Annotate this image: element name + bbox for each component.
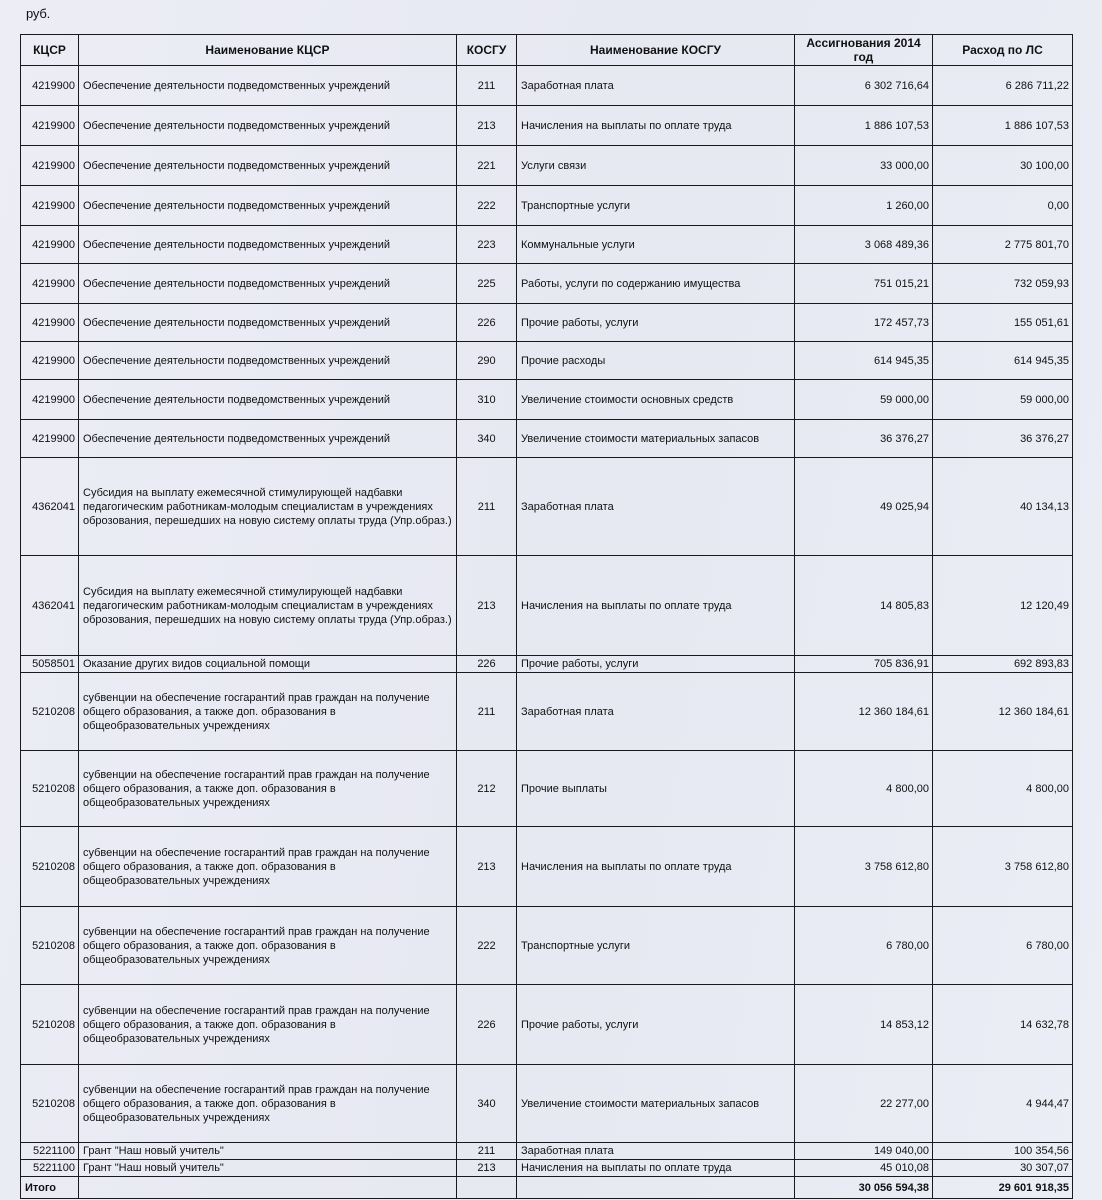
cell-kosgu-name: Транспортные услуги [517, 186, 795, 226]
table-row [21, 556, 1073, 656]
cell-kosgu-name: Увеличение стоимости материальных запасов [517, 1065, 795, 1143]
cell-expense: 36 376,27 [933, 420, 1073, 458]
table-row [21, 304, 1073, 342]
table-row [21, 656, 1073, 673]
cell-kcsr-name: Обеспечение деятельности подведомственных учреждений [79, 66, 457, 106]
cell-kcsr-name: Обеспечение деятельности подведомственных учреждений [79, 420, 457, 458]
cell-kcsr-name: Обеспечение деятельности подведомственных учреждений [79, 106, 457, 146]
header-row [21, 35, 1073, 66]
cell-expense: 692 893,83 [933, 656, 1073, 673]
cell-allocations: 12 360 184,61 [795, 673, 933, 751]
cell-kcsr-name: Обеспечение деятельности подведомственных учреждений [79, 186, 457, 226]
cell-kcsr-name: субвенции на обеспечение госгарантий прав граждан на получение общего образования, а также доп. образования в общеобразовательных учреждениях [79, 673, 457, 751]
cell-kosgu: 223 [457, 226, 517, 264]
cell-kosgu-name: Начисления на выплаты по оплате труда [517, 827, 795, 907]
cell-kcsr-name: субвенции на обеспечение госгарантий прав граждан на получение общего образования, а также доп. образования в общеобразовательных учреждениях [79, 1065, 457, 1143]
cell-kcsr-name: Субсидия на выплату ежемесячной стимулирующей надбавки педагогическим работникам-молодым специалистам в учреждениях оброзования, перешедших на новую систему оплаты труда (Упр.образ.) [79, 458, 457, 556]
cell-kosgu-name: Заработная плата [517, 673, 795, 751]
total-empty-cell [457, 1177, 517, 1199]
cell-expense: 30 100,00 [933, 146, 1073, 186]
cell-kcsr-name: Субсидия на выплату ежемесячной стимулирующей надбавки педагогическим работникам-молодым специалистам в учреждениях оброзования, перешедших на новую систему оплаты труда (Упр.образ.) [79, 556, 457, 656]
cell-expense: 732 059,93 [933, 264, 1073, 304]
header-kcsr: КЦСР [21, 35, 79, 66]
cell-kosgu-name: Заработная плата [517, 66, 795, 106]
cell-kcsr-name: Оказание других видов социальной помощи [79, 656, 457, 673]
table-row [21, 226, 1073, 264]
cell-allocations: 14 853,12 [795, 985, 933, 1065]
cell-allocations: 614 945,35 [795, 342, 933, 380]
total-label: Итого [21, 1177, 79, 1199]
table-row [21, 1065, 1073, 1143]
cell-kcsr: 5058501 [21, 656, 79, 673]
cell-kosgu-name: Прочие работы, услуги [517, 656, 795, 673]
cell-kosgu: 212 [457, 751, 517, 827]
cell-kcsr: 4219900 [21, 66, 79, 106]
cell-expense: 2 775 801,70 [933, 226, 1073, 264]
table-body [21, 66, 1073, 1177]
cell-allocations: 1 886 107,53 [795, 106, 933, 146]
cell-allocations: 49 025,94 [795, 458, 933, 556]
currency-unit-label: руб. [26, 6, 50, 21]
table-row [21, 186, 1073, 226]
budget-table [20, 34, 1073, 1199]
cell-kosgu: 310 [457, 380, 517, 420]
cell-allocations: 36 376,27 [795, 420, 933, 458]
cell-kosgu-name: Увеличение стоимости основных средств [517, 380, 795, 420]
cell-allocations: 1 260,00 [795, 186, 933, 226]
cell-expense: 6 286 711,22 [933, 66, 1073, 106]
cell-allocations: 172 457,73 [795, 304, 933, 342]
cell-kosgu: 221 [457, 146, 517, 186]
cell-kosgu: 211 [457, 66, 517, 106]
cell-expense: 14 632,78 [933, 985, 1073, 1065]
table-row [21, 420, 1073, 458]
cell-kcsr: 5210208 [21, 827, 79, 907]
table-row [21, 106, 1073, 146]
cell-kcsr: 5210208 [21, 673, 79, 751]
cell-kosgu-name: Работы, услуги по содержанию имущества [517, 264, 795, 304]
cell-expense: 155 051,61 [933, 304, 1073, 342]
cell-expense: 0,00 [933, 186, 1073, 226]
total-empty-cell [517, 1177, 795, 1199]
cell-kosgu-name: Транспортные услуги [517, 907, 795, 985]
header-allocations: Ассигнования 2014 год [795, 35, 933, 66]
cell-kosgu: 213 [457, 827, 517, 907]
cell-kosgu-name: Прочие расходы [517, 342, 795, 380]
cell-kosgu: 213 [457, 106, 517, 146]
cell-kosgu: 290 [457, 342, 517, 380]
cell-kcsr: 5210208 [21, 751, 79, 827]
cell-expense: 40 134,13 [933, 458, 1073, 556]
header-expense: Расход по ЛС [933, 35, 1073, 66]
table-row [21, 985, 1073, 1065]
cell-kcsr: 5210208 [21, 985, 79, 1065]
cell-kosgu: 226 [457, 304, 517, 342]
cell-expense: 12 120,49 [933, 556, 1073, 656]
total-empty-cell [79, 1177, 457, 1199]
table-row [21, 1160, 1073, 1177]
table-row [21, 66, 1073, 106]
cell-expense: 4 944,47 [933, 1065, 1073, 1143]
cell-kcsr-name: Обеспечение деятельности подведомственных учреждений [79, 146, 457, 186]
cell-kosgu-name: Начисления на выплаты по оплате труда [517, 1160, 795, 1177]
cell-kosgu: 340 [457, 1065, 517, 1143]
cell-allocations: 751 015,21 [795, 264, 933, 304]
table-row [21, 380, 1073, 420]
cell-allocations: 45 010,08 [795, 1160, 933, 1177]
cell-expense: 1 886 107,53 [933, 106, 1073, 146]
cell-kcsr: 4219900 [21, 226, 79, 264]
cell-kosgu-name: Прочие работы, услуги [517, 985, 795, 1065]
cell-allocations: 3 758 612,80 [795, 827, 933, 907]
cell-kosgu-name: Прочие работы, услуги [517, 304, 795, 342]
cell-kcsr: 4219900 [21, 420, 79, 458]
total-expense: 29 601 918,35 [933, 1177, 1073, 1199]
header-kosgu: КОСГУ [457, 35, 517, 66]
cell-kcsr-name: субвенции на обеспечение госгарантий прав граждан на получение общего образования, а также доп. образования в общеобразовательных учреждениях [79, 985, 457, 1065]
cell-expense: 614 945,35 [933, 342, 1073, 380]
table-row [21, 751, 1073, 827]
cell-kosgu-name: Начисления на выплаты по оплате труда [517, 556, 795, 656]
cell-expense: 6 780,00 [933, 907, 1073, 985]
cell-allocations: 149 040,00 [795, 1143, 933, 1160]
cell-kcsr-name: субвенции на обеспечение госгарантий прав граждан на получение общего образования, а также доп. образования в общеобразовательных учреждениях [79, 827, 457, 907]
table-row [21, 907, 1073, 985]
cell-kosgu-name: Начисления на выплаты по оплате труда [517, 106, 795, 146]
table-row [21, 827, 1073, 907]
cell-kcsr-name: Обеспечение деятельности подведомственных учреждений [79, 342, 457, 380]
table-row [21, 264, 1073, 304]
cell-kcsr: 5221100 [21, 1160, 79, 1177]
cell-kosgu: 213 [457, 556, 517, 656]
cell-kosgu-name: Услуги связи [517, 146, 795, 186]
table-row [21, 342, 1073, 380]
cell-kcsr: 4219900 [21, 186, 79, 226]
cell-kosgu-name: Коммунальные услуги [517, 226, 795, 264]
cell-expense: 100 354,56 [933, 1143, 1073, 1160]
cell-kcsr-name: Грант "Наш новый учитель" [79, 1143, 457, 1160]
cell-kcsr: 4219900 [21, 380, 79, 420]
header-kcsr-name: Наименование КЦСР [79, 35, 457, 66]
cell-allocations: 705 836,91 [795, 656, 933, 673]
cell-kcsr-name: субвенции на обеспечение госгарантий прав граждан на получение общего образования, а также доп. образования в общеобразовательных учреждениях [79, 907, 457, 985]
table-row [21, 1143, 1073, 1160]
cell-allocations: 4 800,00 [795, 751, 933, 827]
cell-kosgu-name: Увеличение стоимости материальных запасов [517, 420, 795, 458]
cell-kcsr-name: Обеспечение деятельности подведомственных учреждений [79, 380, 457, 420]
cell-kosgu: 211 [457, 1143, 517, 1160]
cell-allocations: 6 302 716,64 [795, 66, 933, 106]
cell-kcsr: 4219900 [21, 264, 79, 304]
table-row [21, 146, 1073, 186]
cell-expense: 3 758 612,80 [933, 827, 1073, 907]
cell-kosgu: 226 [457, 656, 517, 673]
total-allocations: 30 056 594,38 [795, 1177, 933, 1199]
cell-kcsr: 4219900 [21, 304, 79, 342]
cell-expense: 59 000,00 [933, 380, 1073, 420]
cell-kosgu-name: Заработная плата [517, 458, 795, 556]
cell-kosgu: 211 [457, 458, 517, 556]
header-kosgu-name: Наименование КОСГУ [517, 35, 795, 66]
cell-kosgu: 222 [457, 186, 517, 226]
cell-allocations: 14 805,83 [795, 556, 933, 656]
cell-kosgu: 225 [457, 264, 517, 304]
cell-expense: 12 360 184,61 [933, 673, 1073, 751]
cell-kosgu-name: Заработная плата [517, 1143, 795, 1160]
cell-kcsr: 4219900 [21, 146, 79, 186]
cell-kosgu: 226 [457, 985, 517, 1065]
cell-kcsr: 4362041 [21, 556, 79, 656]
cell-allocations: 33 000,00 [795, 146, 933, 186]
cell-kcsr-name: Обеспечение деятельности подведомственных учреждений [79, 264, 457, 304]
cell-kosgu: 222 [457, 907, 517, 985]
cell-expense: 4 800,00 [933, 751, 1073, 827]
cell-kcsr-name: Обеспечение деятельности подведомственных учреждений [79, 226, 457, 264]
table-row [21, 458, 1073, 556]
cell-kcsr: 5210208 [21, 1065, 79, 1143]
cell-kcsr: 5221100 [21, 1143, 79, 1160]
cell-allocations: 59 000,00 [795, 380, 933, 420]
cell-kcsr: 4362041 [21, 458, 79, 556]
cell-kosgu: 211 [457, 673, 517, 751]
total-row [21, 1177, 1073, 1199]
cell-allocations: 3 068 489,36 [795, 226, 933, 264]
cell-kosgu: 340 [457, 420, 517, 458]
cell-kcsr-name: субвенции на обеспечение госгарантий прав граждан на получение общего образования, а также доп. образования в общеобразовательных учреждениях [79, 751, 457, 827]
cell-allocations: 6 780,00 [795, 907, 933, 985]
cell-expense: 30 307,07 [933, 1160, 1073, 1177]
cell-kosgu: 213 [457, 1160, 517, 1177]
cell-kcsr-name: Грант "Наш новый учитель" [79, 1160, 457, 1177]
cell-kcsr: 4219900 [21, 106, 79, 146]
cell-kcsr: 5210208 [21, 907, 79, 985]
cell-kcsr-name: Обеспечение деятельности подведомственных учреждений [79, 304, 457, 342]
cell-kcsr: 4219900 [21, 342, 79, 380]
table-row [21, 673, 1073, 751]
cell-kosgu-name: Прочие выплаты [517, 751, 795, 827]
cell-allocations: 22 277,00 [795, 1065, 933, 1143]
